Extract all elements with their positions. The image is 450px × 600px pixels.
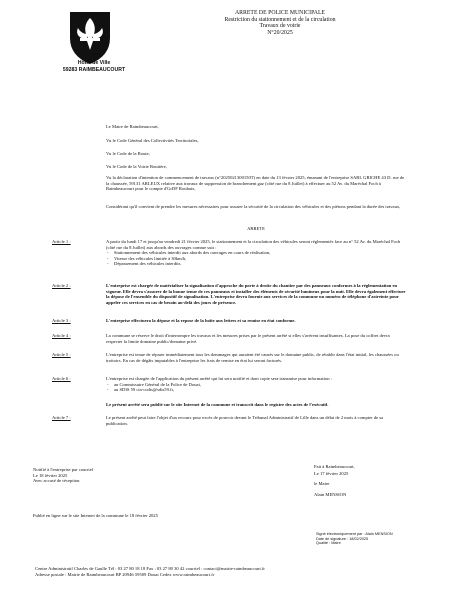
signature-place: Fait à Raimbeaucourt,	[314, 464, 355, 469]
article-1-text: A partir du lundi 17 et jusqu'au vendredi 21 février 2025, le stationnement et la circulation des véhicules seront réglementés face au n° 52 Av. du Maréchal Foch (côté rue du 8 Juillet) aux abords des ouvrages comme suit :	[106, 239, 401, 250]
footer-contact: Centre Administratif Charles de Gaulle Tél : 03 27 80 18 18 Fax : 03 27 80 30 42 courriel : contact@mairie-raimbeaucourt.fr	[35, 566, 265, 571]
notification-line: Notifié à l'entreprise par courriel	[33, 467, 94, 472]
publication-line: Publié en ligne sur le site Internet de la commune le 18 février 2025	[33, 513, 158, 518]
article-7-text: Le présent arrêté peut faire l'objet d'un recours pour excès de pouvoir devant le Tribunal Administratif de Lille dans un délai de 2 mois à compter de sa publication.	[106, 415, 384, 426]
visa-voirie: Vu le Code de la Voirie Routière,	[106, 164, 167, 169]
list-item: - Vitesse des véhicules limitée à 30km/h,	[114, 256, 406, 262]
document-number: N°20/2025	[267, 29, 293, 36]
arrete-label: ARRETE	[247, 226, 265, 231]
signature-name: Alain MENSION	[314, 491, 347, 497]
article-3-text: L'entreprise effectuera la dépose et la repose de la boîte aux lettres et sa remise en état conforme.	[106, 318, 296, 323]
visa-declaration: Vu la déclaration d'intention de commencement de travaux (n°2025021300150T) en date du 13 février 2025, émanant de l'entreprise SARL GRICHE 43 D. rue de la chaussée, 59131 ARLEUX relative aux travaux de suppression de branchement gaz (côté rue du 8 Juillet) à effectuer au 52 Av. du Maréchal Foch à Raimbeaucourt pour le compte d'GrDF Roubaix,	[106, 175, 405, 192]
article-2-label: Article 2 :	[52, 283, 71, 288]
electronic-signature	[316, 532, 426, 546]
document-subtitle: Restriction du stationnement et de la circulation	[224, 16, 336, 23]
notification-block	[33, 467, 153, 484]
esign-quality: Qualité : Maire	[316, 541, 341, 546]
document-title: ARRETE DE POLICE MUNICIPALE	[234, 10, 326, 16]
list-item: - Stationnement des véhicules interdit aux abords des ouvrages en cours de réalisation,	[114, 250, 406, 256]
fleur-de-lis-logo-icon	[60, 8, 120, 66]
signature-date: Le 17 février 2025	[314, 470, 349, 476]
city-name: 59283 RAIMBEAUCOURT	[62, 67, 126, 73]
article-6-label: Article 6 :	[52, 376, 71, 381]
signature-role: le Maire	[314, 481, 330, 487]
city-address	[54, 60, 134, 74]
article-6	[106, 376, 406, 393]
article-1-label: Article 1 :	[52, 239, 71, 244]
page-footer	[35, 566, 265, 578]
consideration: Considérant qu'il convient de prendre les mesures nécessaires pour assurer la sécurité de la circulation des véhicules et des piétons pendant la durée des travaux,	[106, 204, 401, 209]
visa-cgct: Vu le Code Général des Collectivités Territoriales,	[106, 138, 199, 143]
article-5-label: Article 5 :	[52, 352, 71, 357]
article-5-text: L'entreprise est tenue de réparer immédiatement tous les dommages qui auraient été causés sur le domaine public, de rétablir dans l'état initial, les chaussées ou trottoirs. En cas de dégâts imputables à l'entreprise les frais de remise en état lui seront facturés.	[106, 352, 399, 363]
list-item: - au Commissaire Général de la Police de Douai,	[114, 382, 406, 388]
article-6-text: L'entreprise est chargée de l'application du présent arrêté qui lui sera notifié et dont copie sera transmise pour information :	[106, 376, 332, 381]
esign-date: Date de signature : 18/02/2025	[316, 536, 369, 541]
document-subject: Travaux de voirie	[259, 23, 301, 30]
document-header	[215, 10, 345, 36]
footer-address: Adresse postale : Mairie de Raimbeaucourt BP 20946 59509 Douai Cedex www.raimbeaucourt.fr	[35, 572, 215, 577]
article-4-text: La commune se réserve le droit d'interrompre les travaux et les mesures prises par le présent arrêté si elles s'avèrent insuffisantes. La pose du coffret devra respecter la limite domaine public/domaine privé.	[106, 333, 390, 344]
esign-signer: Signé électroniquement par : Alain MENSION	[316, 532, 393, 536]
signature-block	[314, 464, 414, 497]
city-hall-label: Hôtel de Ville	[77, 60, 111, 66]
visa-code-route: Vu le Code de la Route,	[106, 151, 150, 156]
article-7-label: Article 7 :	[52, 415, 71, 420]
notification-receipt: Avec accusé de réception	[33, 478, 80, 484]
article-3-label: Article 3 :	[52, 318, 71, 323]
list-item: - au SDIS 59 cta-codis@sdis59.fr,	[114, 387, 406, 393]
list-item: - Dépassement des véhicules interdits.	[114, 261, 406, 267]
publication-article-text: Le présent arrêté sera publié sur le site Internet de la commune et transcrit dans le registre des actes de l'exécutif.	[106, 402, 329, 407]
mayor-line: Le Maire de Raimbeaucourt,	[106, 124, 159, 129]
notification-date: Le 18 février 2025	[33, 472, 68, 478]
article-2-text: L'entreprise est chargée de matérialiser la signalisation d'approche du porte à droite du chantier par des panneaux conformes à la réglementation en vigueur. Elle devra s'assurer de la bonne tenue de ces panneaux et installer des éléments de sécurité lumineux pour la nuit. Elle devra également effectuer la dépose de l'ensemble du dispositif de signalisation. L'entreprise devra fournir aux services de la commune un numéro de téléphone d'astreinte pour appeler ces services en cas de besoin au-delà des jours de présence.	[106, 283, 406, 305]
article-1	[106, 239, 406, 267]
article-4-label: Article 4 :	[52, 333, 71, 338]
